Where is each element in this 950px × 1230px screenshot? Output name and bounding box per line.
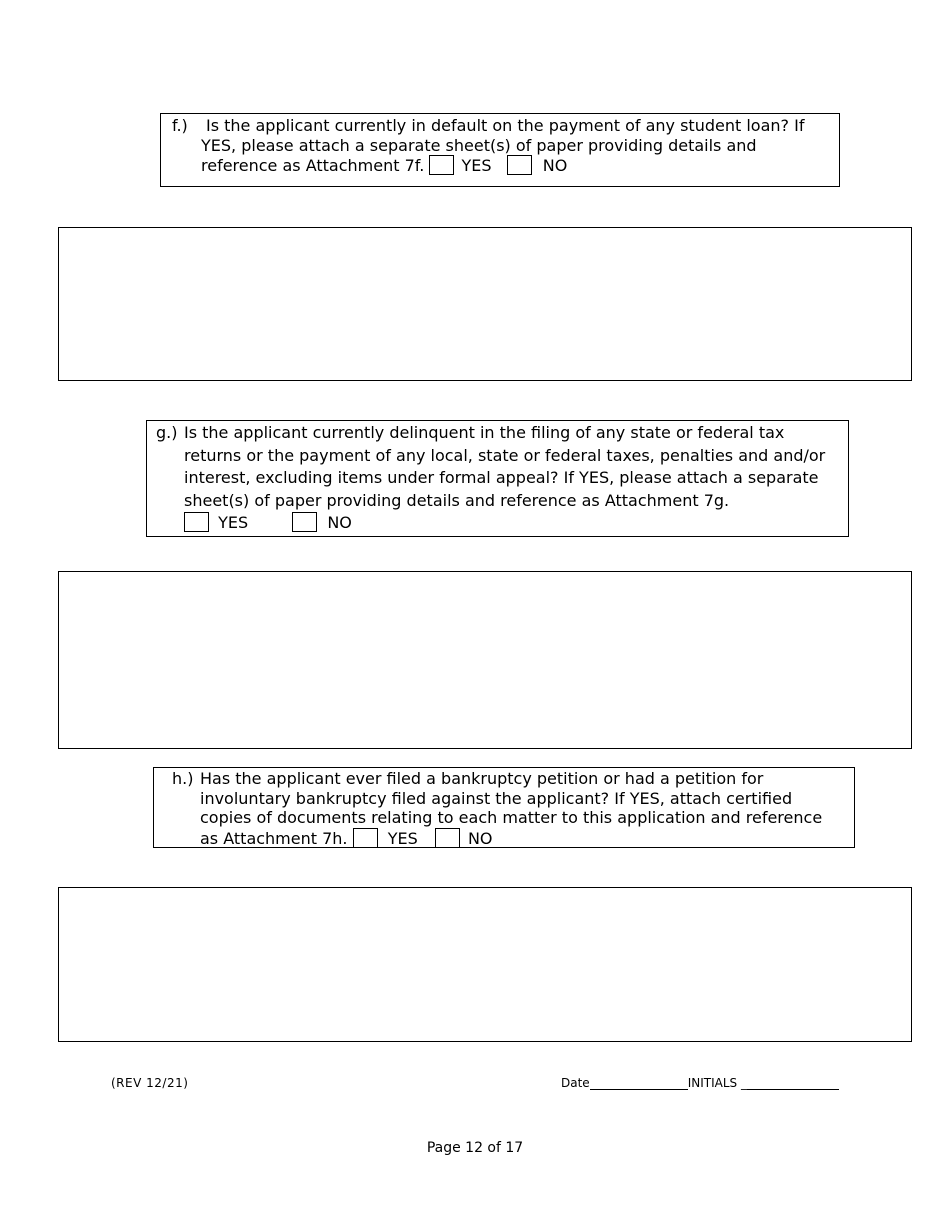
question-f-yes-checkbox[interactable] [429,155,454,175]
revision-label: (REV 12/21) [111,1076,189,1090]
question-h-text-line3: copies of documents relating to each matter to this application and reference [200,808,823,827]
date-field[interactable] [590,1076,688,1090]
question-f-yes-label: YES [461,156,492,175]
question-h-no-label: NO [467,828,493,848]
question-f-number: f.) [172,116,188,135]
signature-row [561,1076,839,1090]
question-h-text-line4: as Attachment 7h. [200,828,348,848]
question-g-box [146,420,849,537]
initials-field[interactable] [747,1076,839,1090]
question-h-text-line1: Has the applicant ever filed a bankruptcy petition or had a petition for [200,769,764,788]
question-g-number: g.) [156,423,178,442]
question-h-answer-box[interactable] [58,887,912,1042]
question-h-number: h.) [172,769,194,788]
question-g-text-line2: returns or the payment of any local, state or federal taxes, penalties and and/or [184,445,826,465]
question-g-text-line3: interest, excluding items under formal appeal? If YES, please attach a separate [184,468,819,487]
question-f-answer-box[interactable] [58,227,912,381]
initials-label: INITIALS _ [687,1076,747,1090]
question-f-text-line1: Is the applicant currently in default on the payment of any student loan? If [206,116,805,135]
question-f-no-label: NO [542,156,568,175]
question-h-text-line2: involuntary bankruptcy filed against the applicant? If YES, attach certified [200,788,793,808]
question-g-no-label: NO [327,513,352,532]
question-g-text-line4: sheet(s) of paper providing details and reference as Attachment 7g. [184,490,730,510]
date-label: Date [561,1076,590,1090]
question-h-yes-label: YES [387,828,418,848]
question-h-no-checkbox[interactable] [435,828,460,848]
question-f-box [160,113,840,187]
question-h-yes-checkbox[interactable] [353,828,378,848]
question-f-no-checkbox[interactable] [507,155,532,175]
question-h-box [153,767,855,848]
question-g-yes-label: YES [218,513,249,532]
question-g-text-line1: Is the applicant currently delinquent in the filing of any state or federal tax [184,423,785,442]
page-number: Page 12 of 17 [426,1140,524,1156]
question-f-text-line3: reference as Attachment 7f. [201,156,425,175]
question-g-no-checkbox[interactable] [292,512,317,532]
question-g-answer-box[interactable] [58,571,912,749]
question-g-yes-checkbox[interactable] [184,512,209,532]
question-f-text-line2: YES, please attach a separate sheet(s) of paper providing details and [201,135,757,155]
